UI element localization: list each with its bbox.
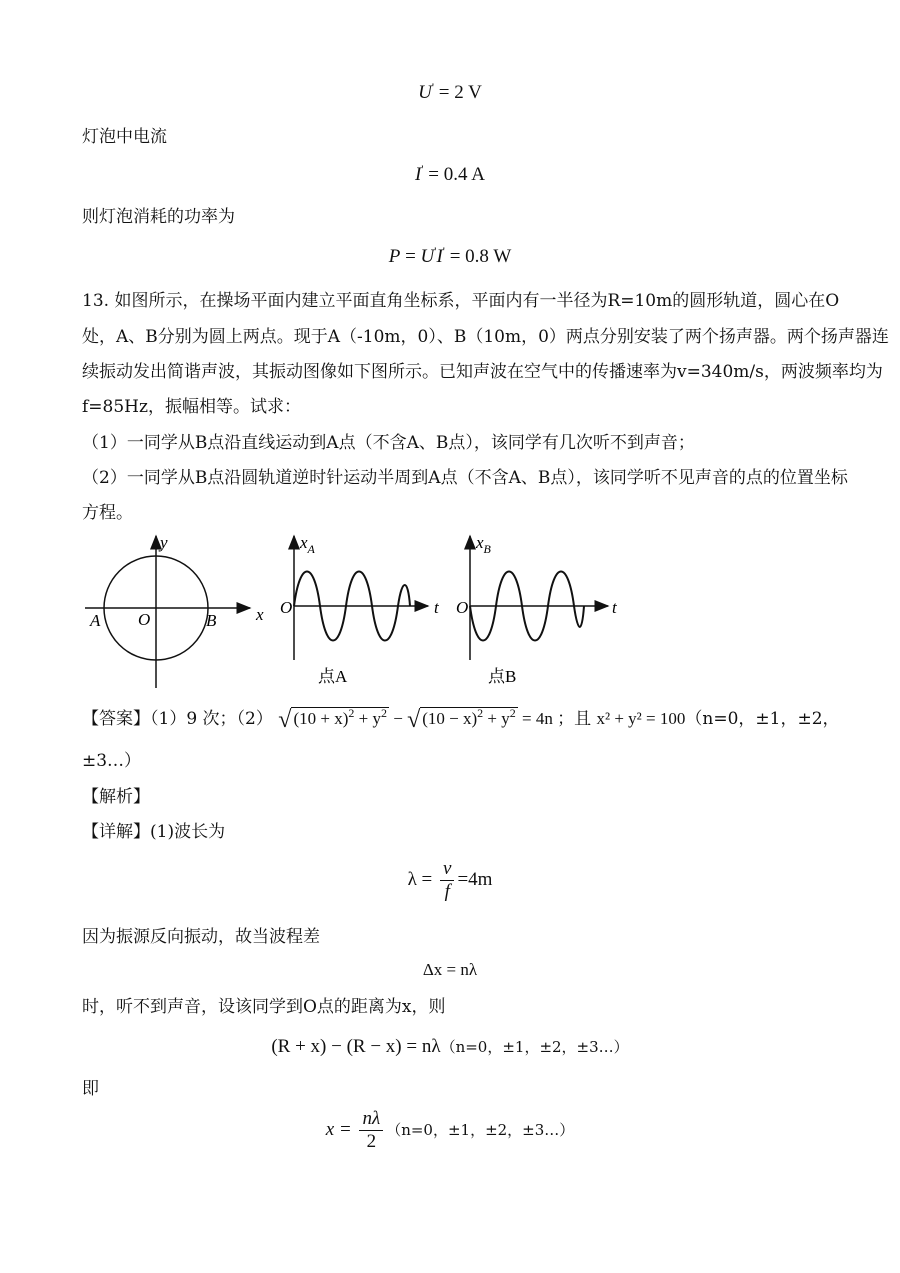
wave-a-y-label: $x_A$ (300, 533, 315, 556)
wave-b-origin-label: O (456, 598, 469, 617)
wave-a-caption: 点A (318, 667, 348, 686)
answer-line: 【答案】（1）9 次；（2） √ $(10 + x)^2 + y^2$ − √ $(10 - x)^2 + y^2 = 4n$ ；且 x² + y² = 100（n=0，±1，±2， (82, 706, 840, 733)
text-path-difference: 因为振源反向振动，故当波程差 (82, 927, 320, 947)
question-13-line-3: 续振动发出简谐声波，其振动图像如下图所示。已知声波在空气中的传播速率为v=340m/s，两波频率均为 (82, 362, 883, 382)
text-distance: 时，听不到声音，设该同学到O点的距离为x，则 (82, 997, 446, 1017)
answer-line-cont: ±3…） (82, 751, 142, 771)
equation-r: (R + x) − (R − x) = nλ（n=0，±1，±2，±3…） (271, 1036, 629, 1057)
wave-b-y-label: $x_B$ (476, 533, 491, 556)
wave-b-graph (456, 533, 618, 686)
wave-b-caption: 点B (488, 667, 517, 686)
equation-wavelength: λ = $\frac{v}{f}$ =4m (407, 858, 493, 902)
question-13-line-1: 13. 如图所示，在操场平面内建立平面直角坐标系，平面内有一半径为R=10m的圆形轨道，圆心在O (82, 291, 840, 311)
question-13-line-4: f=85Hz，振幅相等。试求： (82, 397, 301, 417)
wave-a-origin-label: O (280, 598, 293, 617)
text-power: 则灯泡消耗的功率为 (82, 207, 235, 227)
point-a-label: A (90, 611, 101, 630)
x-axis-label: x (256, 605, 264, 624)
wave-a-t-label: t (434, 598, 439, 617)
circle-diagram (85, 533, 264, 688)
text-current: 灯泡中电流 (82, 127, 167, 147)
analysis-label: 【解析】 (82, 787, 150, 807)
point-b-label: B (206, 611, 217, 630)
equation-voltage: U' = 2 V (418, 80, 482, 103)
question-13-part-2-cont: 方程。 (82, 503, 133, 523)
question-figure (80, 530, 640, 695)
detail-line: 【详解】(1)波长为 (82, 822, 226, 842)
equation-current: I' = 0.4 A (415, 162, 485, 185)
equation-x: x = $\frac{n\lambda}{2}$ （n=0，±1，±2，±3…） (325, 1108, 575, 1152)
wave-b-t-label: t (612, 598, 617, 617)
question-13-line-2: 处，A、B分别为圆上两点。现于A（-10m，0）、B（10m，0）两点分别安装了两个扬声器。两个扬声器连 (82, 327, 889, 347)
equation-path-difference: Δx = nλ (422, 960, 478, 979)
text-ji: 即 (82, 1079, 99, 1099)
origin-label: O (138, 610, 151, 629)
y-axis-label: y (160, 533, 168, 552)
equation-power: P = U'I' = 0.8 W (388, 244, 512, 267)
question-13-part-2: （2）一同学从B点沿圆轨道逆时针运动半周到A点（不含A、B点），该同学听不见声音的点的位置坐标 (82, 468, 848, 488)
question-13-part-1: （1）一同学从B点沿直线运动到A点（不含A、B点），该同学有几次听不到声音； (82, 433, 695, 453)
wave-a-graph (280, 533, 440, 686)
